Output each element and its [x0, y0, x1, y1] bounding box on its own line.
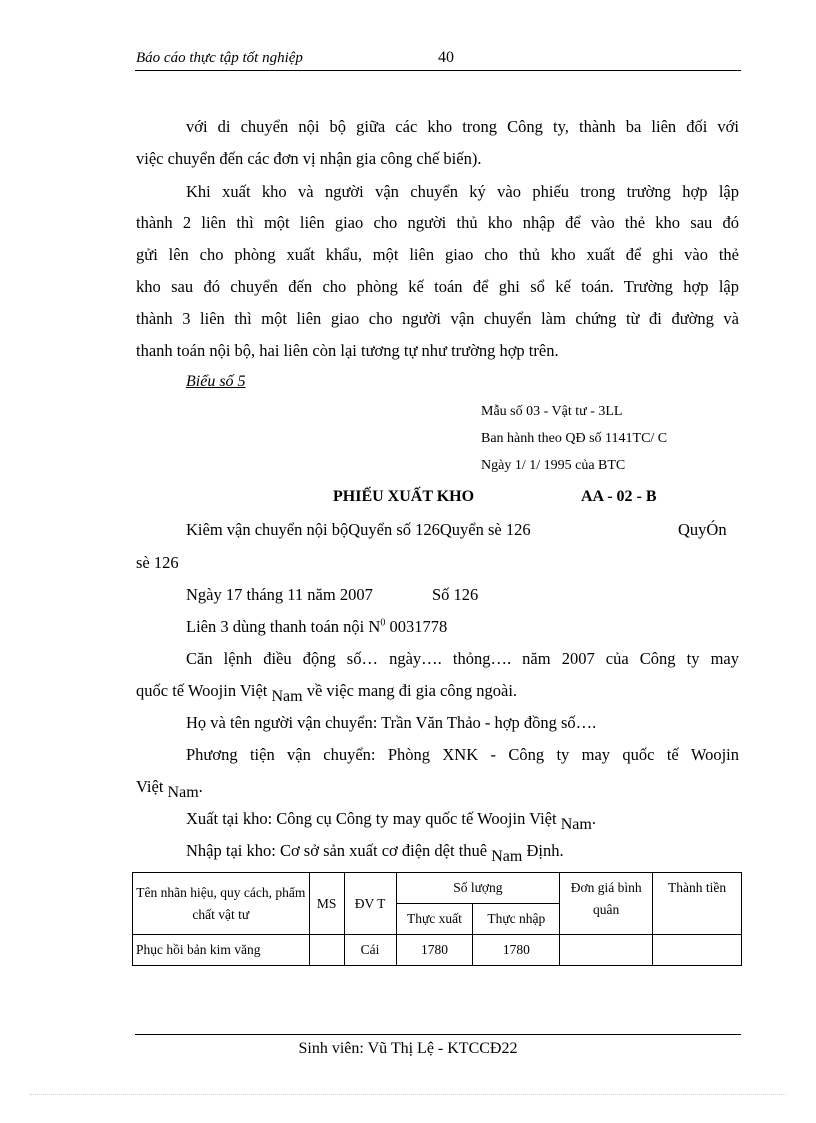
cell-dvt: Cái [344, 935, 396, 966]
paragraph-line: thành 2 liên thì một liên giao cho người thủ kho nhập để vào thẻ kho sau đó [136, 213, 739, 232]
form-line: sè 126 [136, 553, 179, 572]
header-unit-price: Đơn giá bình quân [560, 873, 653, 935]
form-line: Phương tiện vận chuyển: Phòng XNK - Công ty may quốc tế Woojin [186, 745, 739, 764]
form-meta-line: Mẫu số 03 - Vật tư - 3LL [481, 404, 623, 419]
goods-table [132, 872, 742, 966]
form-title: PHIẾU XUẤT KHO [333, 488, 475, 505]
running-header-title: Báo cáo thực tập tốt nghiệp [136, 50, 303, 66]
cell-qty-in: 1780 [473, 935, 560, 966]
header-qty-out: Thực xuất [396, 904, 473, 935]
form-line: Xuất tại kho: Công cụ Công ty may quốc tế Woojin Việt Nam. [186, 809, 596, 833]
header-divider [135, 70, 741, 71]
paragraph-line: kho sau đó chuyển đến cho phòng kế toán để ghi sổ kế toán. Trường hợp lập [136, 277, 739, 296]
paragraph-line: thanh toán nội bộ, hai liên còn lại tương tự như trường hợp trên. [136, 341, 559, 360]
page-bottom-dotted-line [30, 1094, 786, 1095]
form-line: quốc tế Woojin Việt Nam về việc mang đi gia công ngoài. [136, 681, 518, 705]
paragraph-line: gửi lên cho phòng xuất khẩu, một liên giao cho thủ kho xuất để ghi vào thẻ [136, 245, 739, 264]
cell-total [653, 935, 742, 966]
form-line: Nhập tại kho: Cơ sở sản xuất cơ điện dệt thuê Nam Định. [186, 841, 564, 865]
cell-qty-out: 1780 [396, 935, 473, 966]
header-quantity: Số lượng [396, 873, 560, 904]
form-date: Ngày 17 tháng 11 năm 2007 [186, 585, 373, 604]
header-total: Thành tiền [653, 873, 742, 935]
paragraph-line: việc chuyển đến các đơn vị nhận gia công chế biến). [136, 149, 482, 168]
header-dvt: ĐV T [344, 873, 396, 935]
paragraph-line: với di chuyển nội bộ giữa các kho trong Công ty, thành ba liên đối với [186, 117, 739, 136]
form-number: Số 126 [432, 585, 479, 604]
cell-ms [309, 935, 344, 966]
cell-name: Phục hồi bản kim văng [133, 935, 310, 966]
form-line: Kiêm vận chuyển nội bộQuyển số 126Quyển sè 126 [186, 520, 531, 539]
form-meta-line: Ban hành theo QĐ số 1141TC/ C [481, 431, 668, 446]
cell-price [560, 935, 653, 966]
header-ms: MS [309, 873, 344, 935]
page-number: 40 [438, 49, 454, 66]
footer-author: Sinh viên: Vũ Thị Lệ - KTCCĐ22 [298, 1040, 518, 1057]
form-meta-line: Ngày 1/ 1/ 1995 của BTC [481, 458, 626, 473]
header-qty-in: Thực nhập [473, 904, 560, 935]
form-label: Biểu số 5 [186, 373, 246, 390]
form-line: Căn lệnh điều động số… ngày…. thỏng…. năm 2007 của Công ty may [186, 649, 739, 668]
footer-divider [135, 1034, 741, 1035]
header-name: Tên nhãn hiệu, quy cách, phẩm chất vật tư [133, 873, 310, 935]
form-line: QuyÓn [678, 520, 727, 539]
form-line: Việt Nam. [136, 777, 203, 801]
form-line: Liên 3 dùng thanh toán nội $N^0$ 0031778 [186, 617, 448, 636]
form-code: AA - 02 - B [581, 488, 657, 505]
paragraph-line: Khi xuất kho và người vận chuyển ký vào phiếu trong trường hợp lập [186, 182, 739, 201]
table-row [133, 935, 742, 966]
paragraph-line: thành 3 liên thì một liên giao cho người vận chuyển làm chứng từ đi đường và [136, 309, 739, 328]
form-line: Họ và tên người vận chuyển: Trần Văn Thảo - hợp đồng số…. [186, 713, 597, 732]
